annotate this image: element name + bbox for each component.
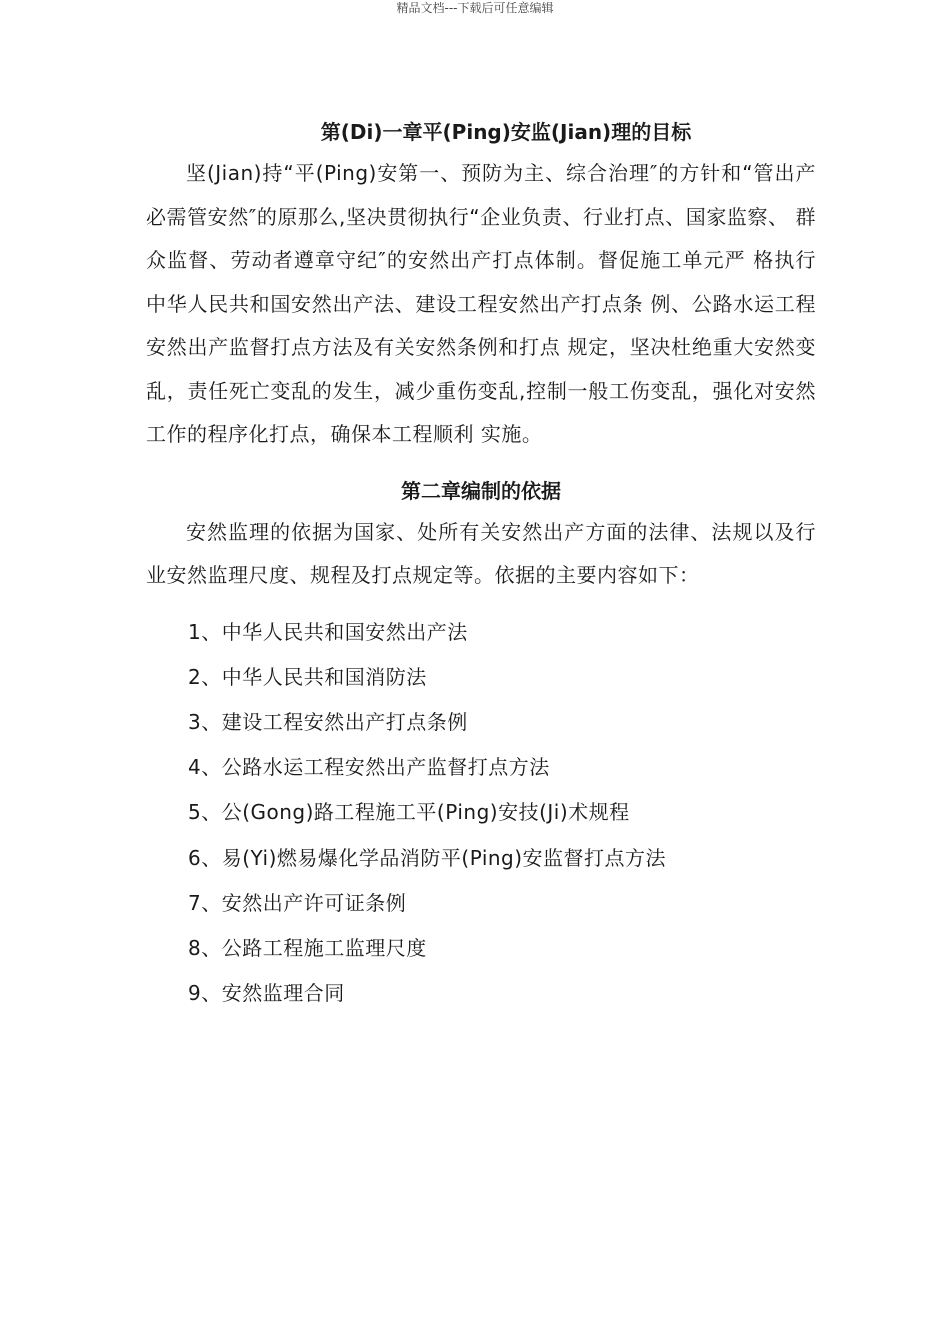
chapter-2-title: 第二章编制的依据 <box>401 478 561 503</box>
list-item: 7、安然出产许可证条例 <box>188 890 407 915</box>
list-item: 8、公路工程施工监理尺度 <box>188 935 427 960</box>
list-item: 6、易(Yi)燃易爆化学品消防平(Ping)安监督打点方法 <box>188 845 667 870</box>
list-item: 1、中华人民共和国安然出产法 <box>188 619 468 644</box>
list-item: 3、建设工程安然出产打点条例 <box>188 709 468 734</box>
list-item: 5、公(Gong)路工程施工平(Ping)安技(Ji)术规程 <box>188 800 630 825</box>
list-item: 2、中华人民共和国消防法 <box>188 664 427 689</box>
chapter-1-paragraph: 坚(Jian)持“平(Ping)安第一、预防为主、综合治理″的方针和“管出产必需管安然″的原那么,坚决贯彻执行“企业负责、行业打点、国家监察、 群众监督、劳动者遵章守纪″的安然出产打点体制。督促施工单元严 格执行中华人民共和国安然出产法、建设工程安然出产打点条 例、公路水运工程安然出产监督打点方法及有关安然条例和打点 规定，坚决杜绝重大安然变乱，责任死亡变乱的发生，减少重伤变乱,控制一般工伤变乱，强化对安然工作的程序化打点，确保本工程顺利 实施。 <box>146 161 816 446</box>
page-header: 精品文档---下载后可任意编辑 <box>396 1 554 15</box>
chapter-2-paragraph: 安然监理的依据为国家、处所有关安然出产方面的法律、法规以及行业安然监理尺度、规程及打点规定等。依据的主要内容如下： <box>146 519 816 587</box>
list-item: 9、安然监理合同 <box>188 981 345 1006</box>
chapter-1-title: 第(Di)一章平(Ping)安监(Jian)理的目标 <box>320 120 692 144</box>
basis-list <box>146 610 816 1017</box>
document-body <box>146 112 816 1016</box>
list-item: 4、公路水运工程安然出产监督打点方法 <box>188 755 550 780</box>
